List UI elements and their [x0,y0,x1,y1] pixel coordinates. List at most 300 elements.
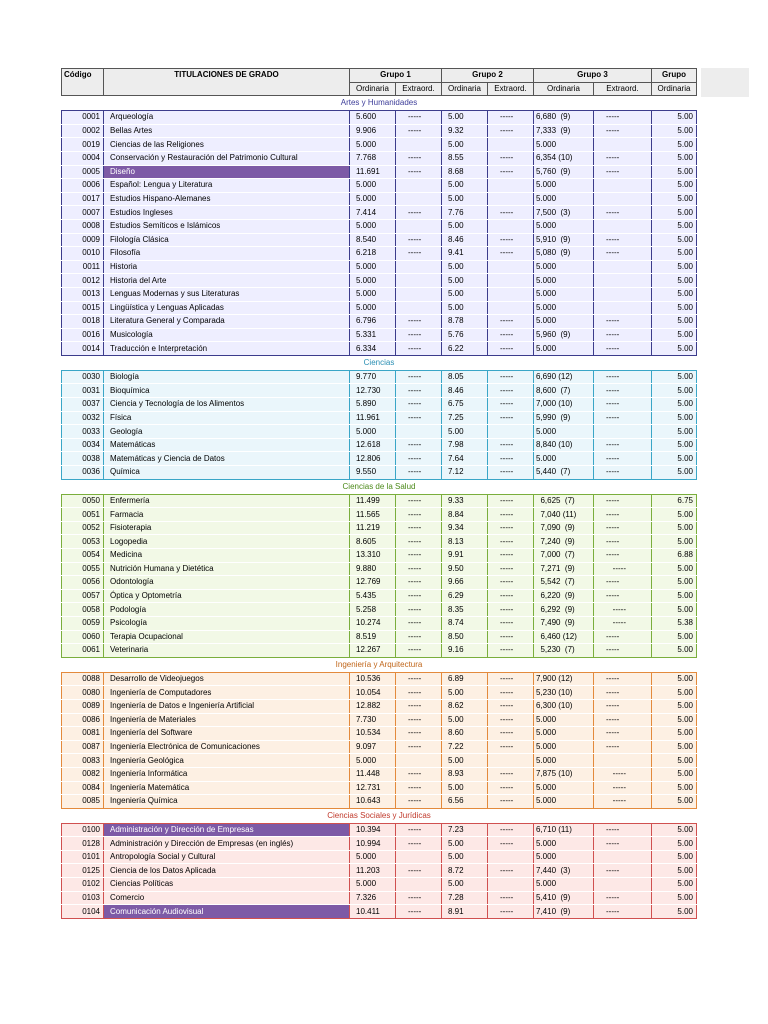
table-row [62,192,697,206]
table-row [62,699,697,713]
cell-name: Medicina [104,549,350,563]
table-row [62,508,697,522]
cell-g2o: 6.22 [442,342,488,356]
cell-g1o: 8.540 [350,233,396,247]
cell-g4o: 5.00 [652,315,697,329]
cell-code: 0037 [62,398,104,412]
cell-g2e: ----- [488,644,534,658]
cell-code: 0058 [62,603,104,617]
cell-g1e: ----- [396,165,442,179]
cell-name: Administración y Dirección de Empresas (en inglés) [104,837,350,851]
table-row [62,576,697,590]
cell-g1e: ----- [396,508,442,522]
cell-name: Ciencias Políticas [104,878,350,892]
table-row [62,247,697,261]
cell-g3o: 7,900 (12) [534,672,594,686]
cell-g2e [488,138,534,152]
cell-g2e: ----- [488,576,534,590]
cell-g3e: ----- [594,589,652,603]
table-row [62,781,697,795]
table-row [62,616,697,630]
cell-g2e: ----- [488,370,534,384]
cell-code: 0017 [62,192,104,206]
table-row [62,562,697,576]
cell-name: Ingeniería de Computadores [104,686,350,700]
cell-g2o: 8.35 [442,603,488,617]
cell-name: Comercio [104,891,350,905]
header-grupo4: Grupo [652,69,697,83]
cell-g1o: 10.411 [350,905,396,919]
cell-code: 0100 [62,823,104,837]
cell-g4o: 5.00 [652,603,697,617]
cell-name: Estudios Ingleses [104,206,350,220]
cell-g2e: ----- [488,727,534,741]
cell-g1o: 8.519 [350,630,396,644]
cell-g3e: ----- [594,233,652,247]
table-row [62,411,697,425]
cell-g1o: 11.691 [350,165,396,179]
cell-g1o: 6.796 [350,315,396,329]
cell-g1e [396,754,442,768]
cell-g2e: ----- [488,740,534,754]
cell-g1o: 10.643 [350,795,396,809]
cell-g3o: 5.000 [534,260,594,274]
section-title: Artes y Humanidades [62,96,697,111]
cell-g4o: 6.88 [652,549,697,563]
cell-g4o: 5.00 [652,672,697,686]
cell-g3o: 6,690 (12) [534,370,594,384]
cell-g4o: 5.00 [652,425,697,439]
cell-g4o: 5.00 [652,535,697,549]
cell-name: Matemáticas [104,438,350,452]
cell-g3o: 5.000 [534,179,594,193]
cell-name: Logopedia [104,535,350,549]
table-row [62,727,697,741]
cell-g4o: 5.00 [652,905,697,919]
cell-g1o: 5.000 [350,219,396,233]
cell-g2o: 8.91 [442,905,488,919]
cell-g1e [396,850,442,864]
cell-g3o: 5.000 [534,850,594,864]
cell-g3o: 7,490 (9) [534,616,594,630]
cell-g1o: 11.448 [350,767,396,781]
cell-g1e [396,179,442,193]
cell-g2e [488,260,534,274]
cell-code: 0055 [62,562,104,576]
section-title-row [62,479,697,494]
cell-name: Antropología Social y Cultural [104,850,350,864]
cell-name: Desarrollo de Videojuegos [104,672,350,686]
cell-g1e: ----- [396,549,442,563]
cell-g2o: 8.60 [442,727,488,741]
cell-g3e: ----- [594,535,652,549]
cell-code: 0056 [62,576,104,590]
cell-g1o: 6.218 [350,247,396,261]
cell-g2e: ----- [488,823,534,837]
cell-g3e [594,192,652,206]
cell-name: Arqueología [104,111,350,125]
cell-name: Odontología [104,576,350,590]
cell-g3e: ----- [594,398,652,412]
cell-g1o: 11.499 [350,494,396,508]
cell-g1o: 11.961 [350,411,396,425]
cell-code: 0016 [62,328,104,342]
cell-code: 0082 [62,767,104,781]
cell-g2e: ----- [488,384,534,398]
cell-g3e [594,138,652,152]
cell-g4o: 5.00 [652,179,697,193]
cell-g1e: ----- [396,616,442,630]
cell-g3o: 5,230 (10) [534,686,594,700]
cell-code: 0005 [62,165,104,179]
cell-g3o: 5,230 (7) [534,644,594,658]
cell-g2e: ----- [488,233,534,247]
cell-g1e: ----- [396,795,442,809]
cell-g3e: ----- [594,452,652,466]
cell-g1o: 10.394 [350,823,396,837]
cell-g1e: ----- [396,589,442,603]
cell-g2e: ----- [488,438,534,452]
cell-g2e: ----- [488,630,534,644]
cell-g1e: ----- [396,864,442,878]
cell-g1o: 5.890 [350,398,396,412]
cell-g1o: 11.219 [350,521,396,535]
cell-code: 0061 [62,644,104,658]
cell-g1e: ----- [396,767,442,781]
cell-g4o: 5.00 [652,644,697,658]
cell-g2o: 5.00 [442,781,488,795]
cell-code: 0088 [62,672,104,686]
cell-g3e: ----- [594,562,652,576]
cell-g2o: 7.28 [442,891,488,905]
cell-g1o: 7.326 [350,891,396,905]
table-row [62,398,697,412]
section-title-row [62,657,697,672]
cell-g1o: 7.730 [350,713,396,727]
cell-g1e: ----- [396,398,442,412]
table-row [62,549,697,563]
cell-g3o: 5.000 [534,342,594,356]
cell-g1e: ----- [396,603,442,617]
cell-g4o: 5.00 [652,727,697,741]
cell-code: 0034 [62,438,104,452]
cell-g2o: 7.22 [442,740,488,754]
cell-g3e: ----- [594,151,652,165]
cell-g3o: 7,410 (9) [534,905,594,919]
cell-g3e: ----- [594,727,652,741]
cell-g2o: 5.00 [442,179,488,193]
cell-g2o: 8.46 [442,384,488,398]
cell-g4o: 5.00 [652,740,697,754]
cell-g3e [594,878,652,892]
subheader-ordinaria: Ordinaria [350,82,396,96]
cell-name: Español: Lengua y Literatura [104,179,350,193]
cell-g3e: ----- [594,740,652,754]
cell-g1o: 5.000 [350,179,396,193]
cell-g1o: 9.906 [350,124,396,138]
cell-g2e: ----- [488,466,534,480]
table-row [62,111,697,125]
cell-g3o: 5.000 [534,452,594,466]
cell-g3e: ----- [594,342,652,356]
cell-g1e: ----- [396,411,442,425]
table-row [62,219,697,233]
cell-g2o: 8.72 [442,864,488,878]
cell-code: 0102 [62,878,104,892]
cell-g3o: 5,760 (9) [534,165,594,179]
cell-name: Filosofía [104,247,350,261]
cell-g3o: 5.000 [534,754,594,768]
subheader-extraord: Extraord. [594,82,652,96]
cell-g1o: 10.994 [350,837,396,851]
subheader-ordinaria: Ordinaria [534,82,594,96]
cell-g1e: ----- [396,781,442,795]
cell-g4o: 5.00 [652,713,697,727]
table-row [62,535,697,549]
cell-g2e [488,301,534,315]
section-title: Ingeniería y Arquitectura [62,657,697,672]
cell-g2o: 8.13 [442,535,488,549]
cell-g1e [396,138,442,152]
cell-g3o: 6,460 (12) [534,630,594,644]
table-row [62,165,697,179]
cell-g3o: 5.000 [534,301,594,315]
cell-g2e [488,219,534,233]
table-row [62,370,697,384]
cell-g2e: ----- [488,767,534,781]
cell-name: Ingeniería Geológica [104,754,350,768]
cell-g2e [488,850,534,864]
cell-g3o: 6,710 (11) [534,823,594,837]
cell-g2e [488,754,534,768]
cell-name: Óptica y Optometría [104,589,350,603]
cell-g4o: 5.00 [652,233,697,247]
cell-name: Estudios Hispano-Alemanes [104,192,350,206]
cell-g3o: 5.000 [534,425,594,439]
cell-g3e: ----- [594,206,652,220]
cell-g3e: ----- [594,494,652,508]
cell-g2o: 5.00 [442,686,488,700]
table-row [62,521,697,535]
cell-code: 0089 [62,699,104,713]
cell-g1o: 12.618 [350,438,396,452]
cell-g1e: ----- [396,521,442,535]
cell-name: Podología [104,603,350,617]
section-title: Ciencias [62,355,697,370]
cell-code: 0031 [62,384,104,398]
table-row [62,686,697,700]
cell-g4o: 5.00 [652,864,697,878]
cell-g2o: 5.00 [442,713,488,727]
cell-g4o: 5.00 [652,138,697,152]
cell-g4o: 5.00 [652,219,697,233]
cell-g2e: ----- [488,124,534,138]
cell-g2o: 9.33 [442,494,488,508]
cell-code: 0101 [62,850,104,864]
cell-name: Traducción e Interpretación [104,342,350,356]
cell-code: 0033 [62,425,104,439]
cell-g3o: 7,000 (7) [534,549,594,563]
cell-code: 0051 [62,508,104,522]
cell-name: Comunicación Audiovisual [104,905,350,919]
cell-g2e: ----- [488,549,534,563]
cell-g2e: ----- [488,328,534,342]
cell-g1e: ----- [396,699,442,713]
cell-g3e: ----- [594,521,652,535]
cell-g2e: ----- [488,589,534,603]
table-row [62,452,697,466]
cell-g2e: ----- [488,686,534,700]
cell-g3e: ----- [594,549,652,563]
table-row [62,740,697,754]
cell-g1e: ----- [396,740,442,754]
cell-g1e [396,274,442,288]
cell-g3e: ----- [594,864,652,878]
cell-g1e: ----- [396,713,442,727]
cell-g4o: 5.00 [652,274,697,288]
cell-g4o: 5.00 [652,767,697,781]
cell-g3e: ----- [594,466,652,480]
table-row [62,301,697,315]
cell-g3o: 5,440 (7) [534,466,594,480]
cell-g2e: ----- [488,864,534,878]
cell-g2o: 5.00 [442,219,488,233]
section-title-row [62,96,697,111]
cell-g1e: ----- [396,576,442,590]
cell-g3e: ----- [594,699,652,713]
table-row [62,823,697,837]
cell-g3e: ----- [594,411,652,425]
cell-g4o: 5.00 [652,342,697,356]
cell-code: 0081 [62,727,104,741]
cell-g2o: 6.29 [442,589,488,603]
cell-g2o: 7.64 [442,452,488,466]
cell-g2e: ----- [488,891,534,905]
cell-g3o: 5.000 [534,713,594,727]
cell-g1e: ----- [396,233,442,247]
table-row [62,630,697,644]
cell-g2o: 9.91 [442,549,488,563]
cell-name: Conservación y Restauración del Patrimonio Cultural [104,151,350,165]
cell-g1e: ----- [396,891,442,905]
cell-code: 0103 [62,891,104,905]
cell-name: Literatura General y Comparada [104,315,350,329]
cell-g3o: 5.000 [534,219,594,233]
cell-g4o: 5.00 [652,781,697,795]
cell-code: 0011 [62,260,104,274]
cell-g4o: 5.00 [652,891,697,905]
cell-name: Ciencia de los Datos Aplicada [104,864,350,878]
section-title: Ciencias de la Salud [62,479,697,494]
cell-g1e [396,219,442,233]
table-row [62,891,697,905]
header-row [62,69,697,83]
section-title-row [62,355,697,370]
cell-g1e: ----- [396,111,442,125]
cell-g3o: 5,410 (9) [534,891,594,905]
cell-g3o: 7,000 (10) [534,398,594,412]
cell-g1e: ----- [396,384,442,398]
cell-code: 0009 [62,233,104,247]
cell-g4o: 5.00 [652,260,697,274]
cell-g4o: 5.38 [652,616,697,630]
table-row [62,287,697,301]
cell-g2o: 5.00 [442,425,488,439]
cell-g4o: 5.00 [652,699,697,713]
cell-g2o: 8.55 [442,151,488,165]
section-title: Ciencias Sociales y Jurídicas [62,808,697,823]
cell-g1e: ----- [396,370,442,384]
cell-g3e: ----- [594,438,652,452]
cell-code: 0006 [62,179,104,193]
cell-g4o: 5.00 [652,411,697,425]
cell-g3e [594,274,652,288]
table-row [62,138,697,152]
cell-g4o: 5.00 [652,111,697,125]
cell-g2e [488,878,534,892]
cell-g4o: 5.00 [652,686,697,700]
cell-g1e: ----- [396,315,442,329]
table-row [62,905,697,919]
cell-code: 0128 [62,837,104,851]
cell-g1o: 12.769 [350,576,396,590]
cell-g1o: 5.258 [350,603,396,617]
cell-g1o: 5.000 [350,260,396,274]
cell-g4o: 5.00 [652,795,697,809]
cell-code: 0059 [62,616,104,630]
cell-g3e: ----- [594,384,652,398]
cell-g2e: ----- [488,699,534,713]
cell-g4o: 5.00 [652,754,697,768]
cell-g2e: ----- [488,616,534,630]
cell-g2o: 5.00 [442,754,488,768]
cell-g2o: 8.05 [442,370,488,384]
cell-g4o: 5.00 [652,589,697,603]
cell-g3e: ----- [594,644,652,658]
cell-g4o: 5.00 [652,151,697,165]
subheader-ordinaria: Ordinaria [652,82,697,96]
cell-code: 0085 [62,795,104,809]
cell-g3e: ----- [594,328,652,342]
cell-g2e [488,192,534,206]
cell-code: 0104 [62,905,104,919]
table-row [62,850,697,864]
cell-g1o: 7.768 [350,151,396,165]
table-row [62,179,697,193]
cell-g2e: ----- [488,837,534,851]
table-row [62,713,697,727]
cell-g2o: 7.23 [442,823,488,837]
cell-g1o: 5.000 [350,192,396,206]
cell-g3e: ----- [594,767,652,781]
cell-g3o: 6,625 (7) [534,494,594,508]
cell-g2e: ----- [488,521,534,535]
cell-g4o: 5.00 [652,850,697,864]
cell-code: 0007 [62,206,104,220]
cell-g2o: 6.75 [442,398,488,412]
table-row [62,233,697,247]
cell-g3o: 7,875 (10) [534,767,594,781]
cell-g2e: ----- [488,206,534,220]
cell-g4o: 5.00 [652,837,697,851]
cell-g3e: ----- [594,124,652,138]
cell-g3o: 5.000 [534,274,594,288]
cell-g2e [488,274,534,288]
cell-g1e: ----- [396,342,442,356]
table-row [62,837,697,851]
cell-name: Ciencia y Tecnología de los Alimentos [104,398,350,412]
cell-g2o: 9.66 [442,576,488,590]
